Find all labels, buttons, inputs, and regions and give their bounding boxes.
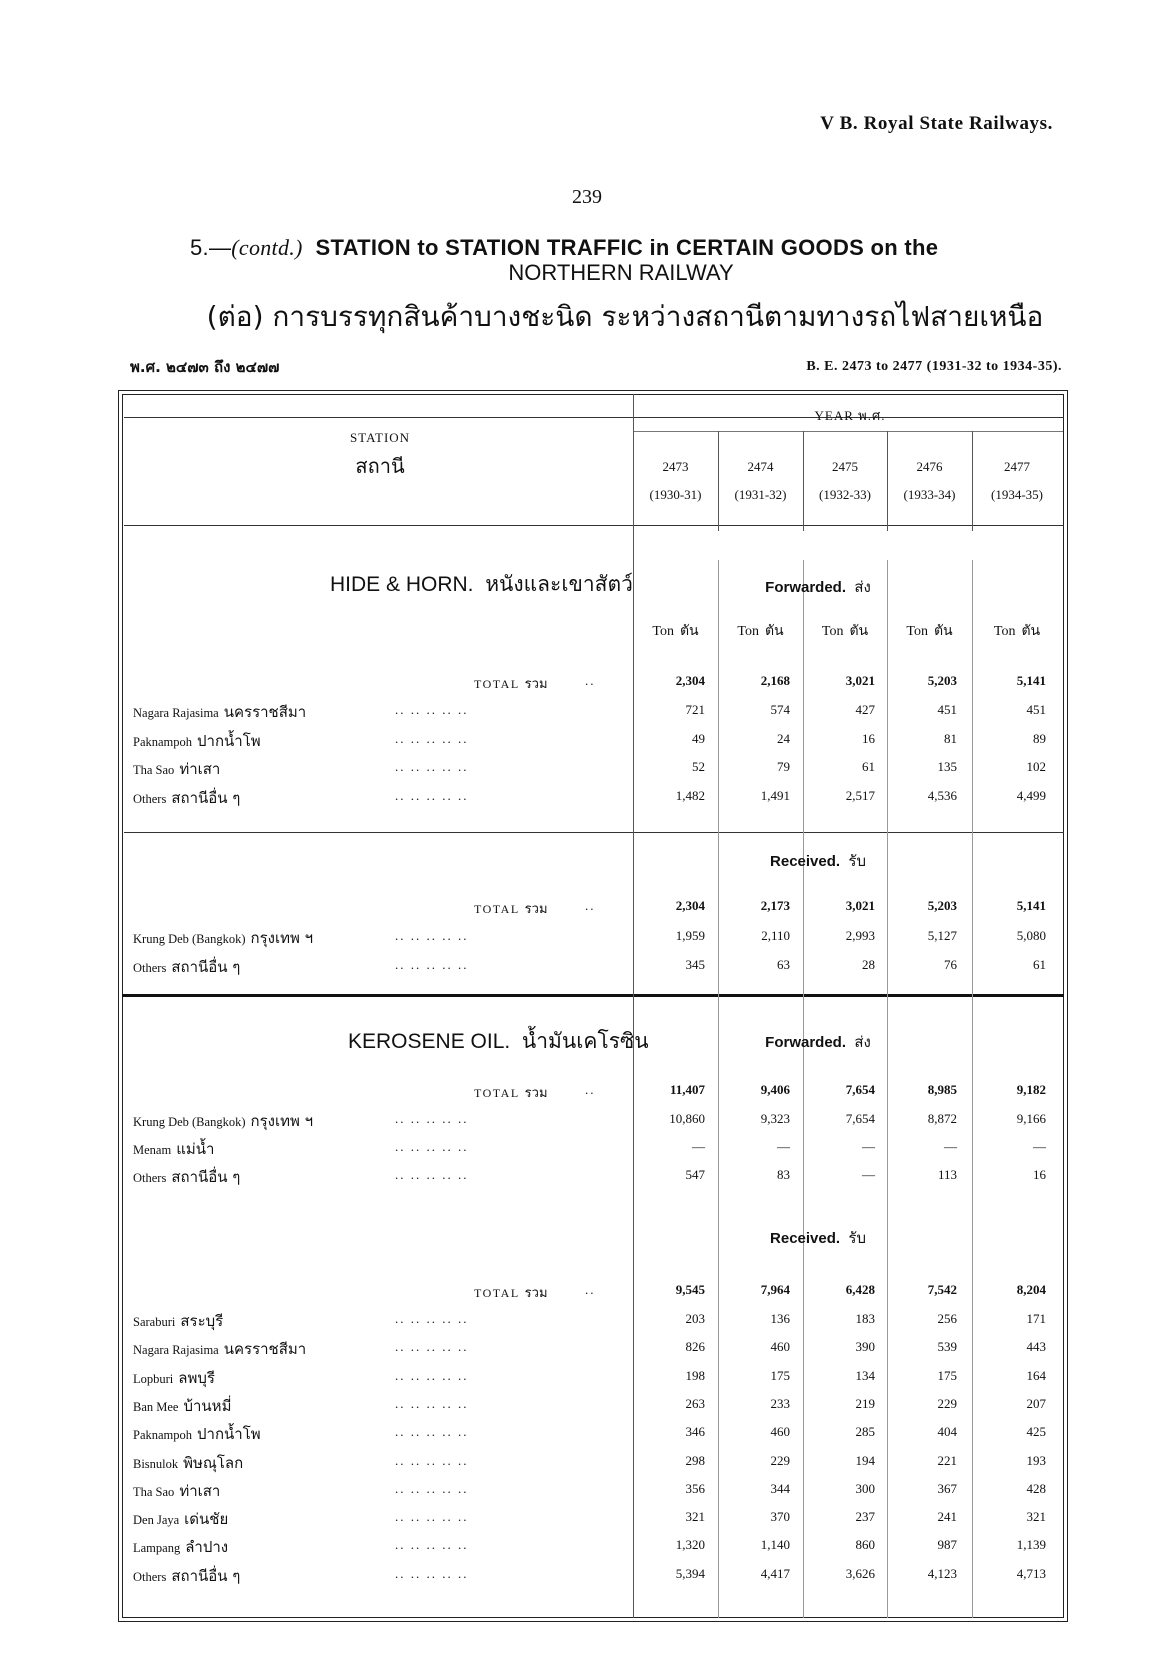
unit-en: Ton	[652, 624, 674, 639]
station-name-thai: ท่าเสา	[179, 760, 221, 778]
leader-dots: .. .. .. .. ..	[395, 759, 469, 774]
kero-rcv-row-value: 233	[770, 1395, 790, 1411]
kero-rcv-row-value: 321	[685, 1509, 705, 1525]
hide-rcv-total-value: 2,304	[675, 898, 705, 913]
total-thai: รวม	[524, 902, 548, 917]
hide-fwd-row-value: 1,482	[675, 787, 705, 803]
leader-dots: ..	[585, 673, 596, 688]
kero-rcv-row-value: 237	[855, 1509, 875, 1525]
kerosene-received-en: Received.	[770, 1230, 841, 1247]
unit-en: Ton	[906, 624, 928, 639]
kero-rcv-row-value: 1,139	[1016, 1537, 1046, 1553]
total-thai: รวม	[524, 1286, 548, 1301]
station-name-en: Others	[133, 1569, 167, 1584]
kero-rcv-row-value: 4,713	[1016, 1565, 1046, 1581]
kero-rcv-row-value: 3,626	[845, 1565, 875, 1581]
station-name-thai: สถานีอื่น ๆ	[171, 788, 241, 807]
kerosene-forwarded-en: Forwarded.	[765, 1034, 847, 1051]
hide-rcv-total-value: 5,141	[1016, 898, 1046, 913]
station-name-thai: ลำปาง	[185, 1538, 229, 1557]
kero-rcv-row-value: 298	[685, 1452, 705, 1468]
table-rule	[124, 832, 1064, 833]
year-be-2473: 2473	[662, 459, 689, 474]
unit-heading	[803, 620, 887, 642]
hide-rcv-row-value: 1,959	[675, 928, 705, 943]
station-name-en: Nagara Rajasima	[133, 706, 219, 720]
hide-fwd-row-value: 79	[777, 759, 790, 774]
kero-rcv-row-value: 263	[685, 1395, 705, 1411]
total-en: TOTAL	[474, 1086, 520, 1100]
station-name-en: Tha Sao	[133, 763, 175, 777]
kero-rcv-row-value: 356	[685, 1480, 705, 1496]
year-ce-2476: (1933-34)	[903, 487, 956, 502]
kero-rcv-row-value: 4,123	[927, 1565, 957, 1581]
kero-rcv-row-value: 443	[1026, 1339, 1046, 1355]
leader-dots: .. .. .. .. ..	[395, 1424, 469, 1440]
kero-fwd-row-label	[133, 1137, 214, 1161]
station-name-en: Lopburi	[133, 1371, 174, 1386]
kero-rcv-row-value: 219	[855, 1395, 875, 1411]
hide-fwd-row-value: 135	[937, 759, 957, 774]
leader-dots: .. .. .. .. ..	[395, 1167, 469, 1182]
station-name-en: Bisnulok	[133, 1456, 179, 1471]
station-name-en: Saraburi	[133, 1315, 176, 1329]
hide-fwd-row-value: 721	[685, 702, 705, 717]
kero-fwd-row-value: —	[1033, 1139, 1046, 1154]
kero-rcv-row-value: 5,394	[675, 1565, 705, 1581]
kero-rcv-row-value: 207	[1026, 1395, 1046, 1411]
kero-rcv-row-label	[133, 1394, 231, 1418]
kero-fwd-row-value: —	[944, 1139, 957, 1154]
kero-rcv-row-value: 346	[685, 1424, 705, 1440]
kero-rcv-row-value: 367	[937, 1480, 957, 1496]
kero-fwd-total-value: 8,985	[927, 1082, 957, 1097]
kero-rcv-row-value: 370	[770, 1509, 790, 1525]
station-name-thai: พิษณุโลก	[183, 1453, 244, 1472]
kero-rcv-row-value: 4,417	[760, 1565, 790, 1581]
year-be-2477: 2477	[1004, 459, 1030, 474]
hide-horn-title-thai: หนังและเขาสัตว์	[485, 572, 633, 596]
kero-rcv-total-value: 7,964	[760, 1282, 790, 1297]
station-name-thai: สระบุรี	[180, 1312, 224, 1330]
hide-fwd-row-value: 61	[862, 759, 875, 774]
hide-rcv-row-label	[133, 955, 240, 979]
unit-en: Ton	[737, 624, 759, 639]
kero-fwd-total-label	[474, 1082, 548, 1103]
leader-dots: .. .. .. .. ..	[395, 1480, 469, 1496]
leader-dots: .. .. .. .. ..	[395, 1139, 469, 1154]
leader-dots: .. .. .. .. ..	[395, 1339, 469, 1355]
table-rule	[124, 525, 1064, 526]
kero-fwd-total-value: 9,182	[1016, 1082, 1046, 1097]
leader-dots: .. .. .. .. ..	[395, 956, 469, 972]
kero-rcv-row-value: 344	[770, 1480, 790, 1496]
station-name-thai: นครราชสีมา	[223, 703, 307, 721]
running-header: V B. Royal State Railways.	[820, 113, 1053, 134]
station-name-thai: กรุงเทพ ฯ	[250, 1112, 314, 1130]
kero-fwd-row-value: —	[692, 1139, 705, 1154]
year-be-2474: 2474	[747, 459, 774, 474]
kero-rcv-row-value: 321	[1026, 1509, 1046, 1525]
station-name-thai: บ้านหมี่	[183, 1396, 232, 1415]
hide-received-en: Received.	[770, 853, 841, 870]
station-name-en: Others	[133, 1171, 167, 1185]
unit-thai: ตัน	[1021, 623, 1041, 639]
hide-fwd-total-label	[474, 673, 548, 694]
leader-dots: .. .. .. .. ..	[395, 787, 469, 803]
hide-forwarded-label	[718, 575, 918, 599]
kero-rcv-total-value: 6,428	[845, 1282, 875, 1297]
title-contd: (contd.)	[231, 235, 303, 260]
kero-rcv-total-value: 9,545	[675, 1282, 705, 1297]
station-name-thai: แม่น้ำ	[176, 1140, 215, 1158]
kero-fwd-total-value: 7,654	[845, 1082, 875, 1097]
kero-rcv-row-value: 285	[855, 1424, 875, 1440]
hide-fwd-row-value: 52	[692, 759, 705, 774]
station-name-en: Krung Deb (Bangkok)	[133, 1115, 246, 1129]
kero-fwd-row-value: 83	[777, 1167, 790, 1182]
total-thai: รวม	[524, 677, 548, 692]
hide-fwd-row-value: 427	[855, 702, 875, 717]
kero-rcv-row-value: 256	[937, 1311, 957, 1326]
kero-rcv-row-value: 164	[1026, 1367, 1046, 1383]
kero-rcv-row-value: 193	[1026, 1452, 1046, 1468]
kero-fwd-row-value: 7,654	[845, 1111, 875, 1126]
hide-fwd-row-label	[133, 786, 240, 810]
hide-received-thai: รับ	[848, 852, 866, 870]
kero-rcv-total-value: 8,204	[1016, 1282, 1046, 1297]
station-name-thai: นครราชสีมา	[223, 1340, 307, 1359]
hide-rcv-row-value: 5,080	[1016, 928, 1046, 943]
kero-rcv-row-value: 404	[937, 1424, 957, 1440]
kero-rcv-row-value: 229	[937, 1395, 957, 1411]
kero-rcv-row-label	[133, 1422, 261, 1446]
kero-fwd-row-value: 8,872	[927, 1111, 957, 1126]
page-number: 239	[572, 186, 602, 208]
kero-fwd-row-value: 9,166	[1016, 1111, 1046, 1126]
kero-fwd-row-value: 113	[937, 1167, 957, 1182]
hide-horn-title	[330, 568, 633, 601]
kero-rcv-row-value: 241	[937, 1509, 957, 1525]
station-name-en: Nagara Rajasima	[133, 1343, 219, 1358]
year-ce-2477: (1934-35)	[991, 487, 1043, 502]
year-rule	[633, 431, 1063, 432]
kero-rcv-row-value: 203	[685, 1311, 705, 1326]
hide-rcv-row-value: 2,110	[761, 928, 790, 943]
hide-rcv-total-value: 3,021	[845, 898, 875, 913]
year-be-2475: 2475	[832, 459, 858, 474]
period-english: B. E. 2473 to 2477 (1931-32 to 1934-35).	[806, 359, 1062, 374]
kero-rcv-row-value: 1,140	[760, 1537, 790, 1553]
kero-rcv-row-value: 460	[770, 1339, 790, 1355]
hide-forwarded-en: Forwarded.	[765, 579, 847, 596]
kero-rcv-row-value: 390	[855, 1339, 875, 1355]
leader-dots: .. .. .. .. ..	[395, 1311, 469, 1326]
table-title	[190, 235, 1060, 261]
station-name-en: Paknampoh	[133, 1428, 193, 1443]
station-name-thai: สถานีอื่น ๆ	[171, 1566, 241, 1585]
station-name-en: Menam	[133, 1143, 172, 1157]
hide-fwd-row-value: 89	[1033, 730, 1046, 746]
hide-rcv-row-value: 28	[862, 956, 875, 972]
hide-rcv-row-value: 61	[1033, 956, 1046, 972]
kerosene-title-en: KEROSENE OIL.	[348, 1030, 511, 1053]
hide-fwd-total-value: 5,203	[927, 673, 957, 688]
kero-fwd-row-value: —	[862, 1167, 875, 1182]
section-divider	[122, 994, 1064, 997]
hide-rcv-row-value: 76	[944, 956, 957, 972]
kero-rcv-row-label	[133, 1337, 306, 1361]
hide-fwd-row-value: 49	[692, 730, 705, 746]
station-name-en: Krung Deb (Bangkok)	[133, 932, 246, 946]
title-thai: (ต่อ) การบรรทุกสินค้าบางชะนิด ระหว่างสถานีตามทางรถไฟสายเหนือ	[206, 300, 1044, 333]
hide-fwd-row-value: 4,536	[927, 787, 957, 803]
station-name-en: Others	[133, 791, 167, 806]
hide-fwd-row-value: 2,517	[845, 787, 875, 803]
leader-dots: .. .. .. .. ..	[395, 702, 469, 717]
kero-fwd-row-label	[133, 1109, 313, 1133]
kero-rcv-row-label	[133, 1451, 243, 1475]
year-ce-2473: (1930-31)	[649, 487, 702, 502]
kero-fwd-row-value: 16	[1033, 1167, 1046, 1182]
leader-dots: .. .. .. .. ..	[395, 1367, 469, 1383]
kero-fwd-total-value: 9,406	[760, 1082, 790, 1097]
leader-dots: ..	[585, 898, 596, 913]
hide-rcv-total-value: 5,203	[927, 898, 957, 913]
unit-heading	[633, 620, 718, 642]
hide-rcv-total-value: 2,173	[760, 898, 790, 913]
hide-fwd-total-value: 3,021	[845, 673, 875, 688]
kero-rcv-row-value: 300	[855, 1480, 875, 1496]
hide-forwarded-thai: ส่ง	[854, 578, 871, 596]
station-name-en: Paknampoh	[133, 734, 193, 749]
leader-dots: .. .. .. .. ..	[395, 1565, 469, 1581]
hide-fwd-row-value: 102	[1026, 759, 1046, 774]
hide-fwd-row-label	[133, 729, 261, 753]
hide-rcv-row-label	[133, 926, 313, 950]
leader-dots: ..	[585, 1282, 596, 1297]
kero-rcv-total-value: 7,542	[927, 1282, 957, 1297]
station-heading: STATION	[349, 430, 411, 445]
leader-dots: .. .. .. .. ..	[395, 928, 469, 943]
leader-dots: .. .. .. .. ..	[395, 730, 469, 746]
hide-fwd-row-value: 574	[770, 702, 790, 717]
kero-rcv-row-value: 134	[855, 1367, 875, 1383]
year-be-2476: 2476	[916, 459, 943, 474]
year-heading: YEAR พ.ศ.	[814, 408, 886, 423]
hide-fwd-row-value: 1,491	[760, 787, 790, 803]
leader-dots: .. .. .. .. ..	[395, 1537, 469, 1553]
title-prefix: 5.—	[190, 235, 232, 260]
leader-dots: .. .. .. .. ..	[395, 1452, 469, 1468]
unit-heading	[718, 620, 803, 642]
hide-fwd-row-value: 16	[862, 730, 875, 746]
kero-rcv-row-label	[133, 1535, 228, 1559]
kero-rcv-row-label	[133, 1507, 228, 1531]
hide-rcv-row-value: 5,127	[927, 928, 957, 943]
station-name-en: Lampang	[133, 1541, 181, 1556]
station-heading-thai: สถานี	[355, 454, 405, 478]
kerosene-forwarded-thai: ส่ง	[854, 1033, 871, 1051]
total-thai: รวม	[524, 1086, 548, 1101]
station-name-thai: ปากน้ำโพ	[197, 1425, 261, 1444]
kerosene-received-label	[718, 1226, 918, 1250]
kero-rcv-row-value: 460	[770, 1424, 790, 1440]
kerosene-title-thai: น้ำมันเคโรซิน	[521, 1029, 649, 1053]
hide-rcv-total-label	[474, 898, 548, 919]
title-line2: NORTHERN RAILWAY	[508, 260, 734, 285]
kerosene-forwarded-label	[718, 1030, 918, 1054]
kero-rcv-total-label	[474, 1282, 548, 1303]
station-name-en: Others	[133, 960, 167, 975]
station-name-thai: ท่าเสา	[179, 1481, 221, 1500]
kero-fwd-row-value: 9,323	[760, 1111, 790, 1126]
kero-fwd-total-value: 11,407	[669, 1082, 705, 1097]
hide-fwd-row-value: 4,499	[1016, 787, 1046, 803]
station-name-en: Tha Sao	[133, 1484, 175, 1499]
kero-rcv-row-value: 175	[937, 1367, 957, 1383]
kero-rcv-row-label	[133, 1564, 240, 1588]
kero-rcv-row-value: 183	[855, 1311, 875, 1326]
unit-en: Ton	[821, 624, 844, 639]
hide-fwd-row-value: 24	[777, 730, 790, 746]
hide-fwd-total-value: 5,141	[1016, 673, 1046, 688]
hide-fwd-total-value: 2,168	[760, 673, 790, 688]
station-name-thai: สถานีอื่น ๆ	[171, 957, 241, 976]
unit-heading	[972, 620, 1062, 642]
unit-en: Ton	[993, 624, 1016, 639]
total-en: TOTAL	[474, 677, 520, 691]
kero-fwd-row-label	[133, 1165, 240, 1189]
kero-rcv-row-value: 987	[937, 1537, 957, 1553]
kero-fwd-row-value: 547	[685, 1167, 705, 1182]
kero-rcv-row-label	[133, 1479, 220, 1503]
period-thai: พ.ศ. ๒๔๗๓ ถึง ๒๔๗๗	[130, 358, 280, 376]
unit-thai: ตัน	[849, 623, 869, 639]
kero-fwd-row-value: —	[862, 1139, 875, 1154]
kero-rcv-row-value: 826	[685, 1339, 705, 1355]
total-en: TOTAL	[474, 902, 520, 916]
hide-fwd-row-value: 451	[1026, 702, 1046, 717]
hide-fwd-row-label	[133, 700, 306, 724]
unit-thai: ตัน	[679, 623, 699, 639]
hide-fwd-total-value: 2,304	[675, 673, 705, 688]
station-name-en: Den Jaya	[133, 1513, 180, 1528]
title-line1: STATION to STATION TRAFFIC in CERTAIN GOODS on the	[315, 235, 939, 260]
unit-thai: ตัน	[764, 623, 784, 639]
kero-rcv-row-value: 221	[937, 1452, 957, 1468]
kero-rcv-row-label	[133, 1309, 223, 1333]
kero-rcv-row-value: 229	[770, 1452, 790, 1468]
station-name-thai: ปากน้ำโพ	[197, 731, 261, 750]
hide-rcv-row-value: 345	[685, 956, 705, 972]
leader-dots: .. .. .. .. ..	[395, 1111, 469, 1126]
hide-fwd-row-label	[133, 757, 220, 781]
hide-fwd-row-value: 81	[944, 730, 957, 746]
hide-rcv-row-value: 63	[777, 956, 790, 972]
station-name-en: Ban Mee	[133, 1399, 179, 1414]
year-ce-2475: (1932-33)	[819, 487, 871, 502]
hide-fwd-row-value: 451	[937, 702, 957, 717]
station-name-thai: สถานีอื่น ๆ	[171, 1168, 241, 1186]
kerosene-title	[348, 1025, 649, 1058]
total-en: TOTAL	[474, 1286, 520, 1300]
kero-fwd-row-value: 10,860	[669, 1111, 705, 1126]
kero-rcv-row-value: 136	[770, 1311, 790, 1326]
kero-fwd-row-value: —	[777, 1139, 790, 1154]
kerosene-received-thai: รับ	[848, 1229, 866, 1247]
leader-dots: .. .. .. .. ..	[395, 1395, 469, 1411]
station-name-thai: ลพบุรี	[178, 1368, 215, 1387]
kero-rcv-row-value: 428	[1026, 1480, 1046, 1496]
hide-horn-title-en: HIDE & HORN.	[330, 573, 474, 596]
station-name-thai: เด่นชัย	[184, 1510, 229, 1529]
kero-rcv-row-label	[133, 1366, 215, 1390]
kero-rcv-row-value: 194	[855, 1452, 875, 1468]
unit-heading	[887, 620, 972, 642]
kero-rcv-row-value: 171	[1026, 1311, 1046, 1326]
hide-received-label	[718, 849, 918, 873]
kero-rcv-row-value: 860	[855, 1537, 875, 1553]
kero-rcv-row-value: 425	[1026, 1424, 1046, 1440]
kero-rcv-row-value: 539	[937, 1339, 957, 1355]
leader-dots: ..	[585, 1082, 596, 1097]
kero-rcv-row-value: 198	[685, 1367, 705, 1383]
kero-rcv-row-value: 175	[770, 1367, 790, 1383]
station-name-thai: กรุงเทพ ฯ	[250, 929, 314, 947]
leader-dots: .. .. .. .. ..	[395, 1509, 469, 1525]
unit-thai: ตัน	[933, 623, 953, 639]
kero-rcv-row-value: 1,320	[675, 1537, 705, 1553]
year-ce-2474: (1931-32)	[734, 487, 787, 502]
hide-rcv-row-value: 2,993	[845, 928, 875, 943]
